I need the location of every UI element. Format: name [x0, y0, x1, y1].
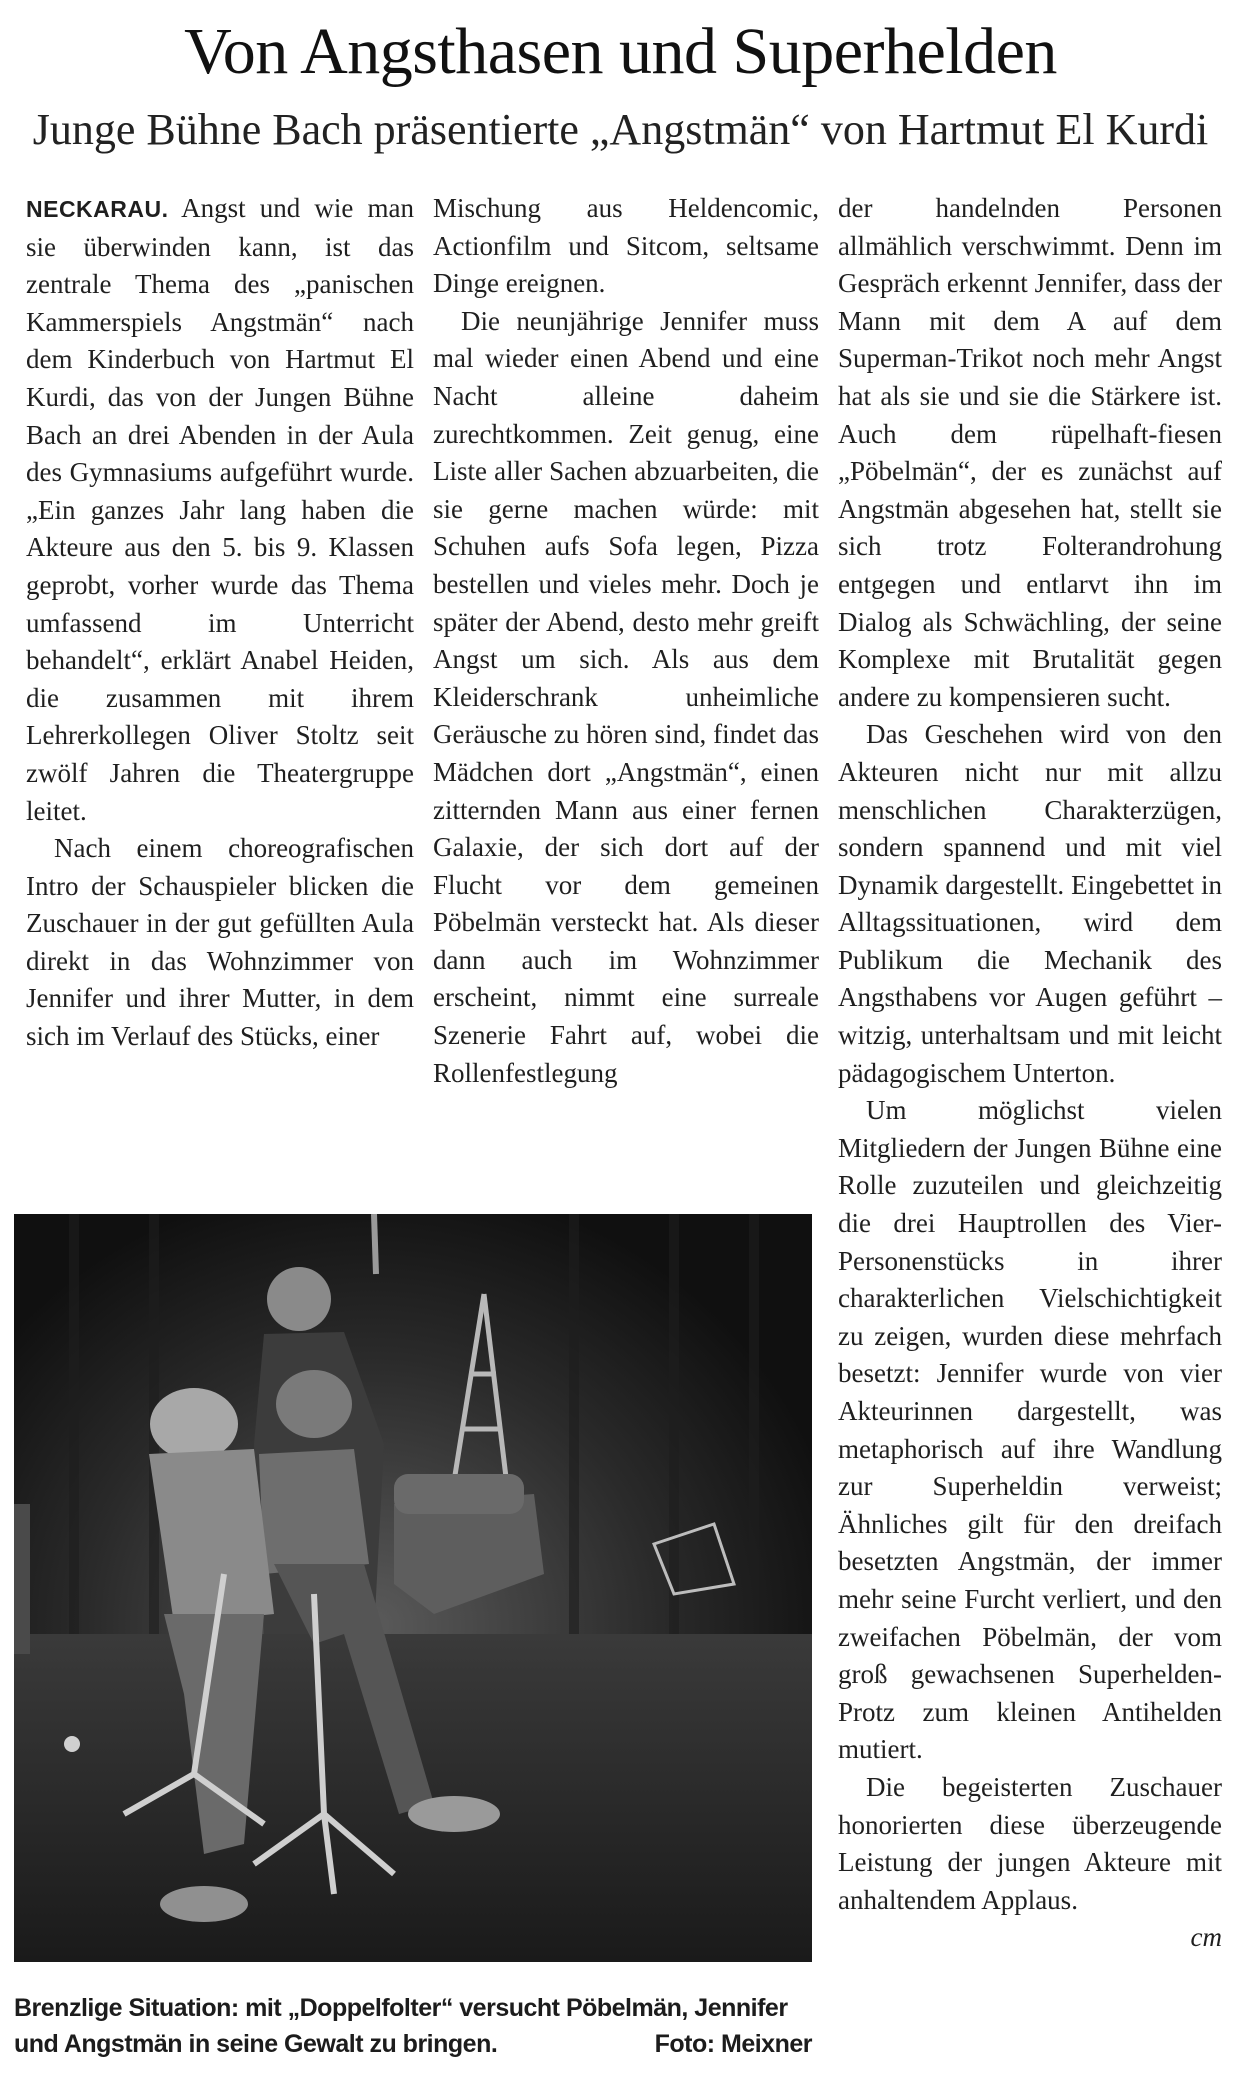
paragraph: Mischung aus Heldencomic, Actionfilm und Sitcom, seltsame Dinge ereignen. — [433, 193, 819, 299]
paragraph: Um möglichst vielen Mitgliedern der Jungen Bühne eine Rolle zuzuteilen und gleichzeitig die drei Hauptrollen des Vier-Personenstücks in ihrer charakterlichen Vielschichtigkeit zu zeigen, wurden diese mehrfach besetzt: Jennifer wurde von vier Akteurinnen dargestellt, was metaphorisch auf ihre Wandlung zur Superheldin verweist; Ähnliches gilt für den dreifach besetzten Angstmän, der immer mehr seine Furcht verliert, und den zweifachen Pöbelmän, der vom groß gewachsenen Superhelden-Protz zum kleinen Antihelden mutiert. — [838, 1095, 1222, 1765]
caption-text: Brenzlige Situation: mit „Doppelfolter“ versucht Pöbelmän, Jennifer und Angstmän in seine Gewalt zu bringen. — [14, 1994, 788, 2058]
paragraph: Nach einem choreografischen Intro der Schauspieler blicken die Zuschauer in der gut gefüllten Aula direkt in das Wohnzimmer von Jennifer und ihrer Mutter, in dem sich im Verlauf des Stücks, einer — [26, 833, 414, 1052]
stage-photo-image — [14, 1214, 812, 1962]
author-signature: cm — [1190, 1922, 1222, 1953]
paragraph: der handelnden Personen allmählich verschwimmt. Denn im Gespräch erkennt Jennifer, dass der Mann mit dem A auf dem Superman-Trikot noch mehr Angst hat als sie und sie die Stärkere ist. Auch dem rüpelhaft-fiesen „Pöbelmän“, der es zunächst auf Angstmän abgesehen hat, stellt sie sich trotz Folterandrohung entgegen und entlarvt ihn im Dialog als Schwächling, der seine Komplexe mit Brutalität gegen andere zu kompensieren sucht. — [838, 193, 1222, 712]
dateline: NECKARAU. — [26, 196, 169, 222]
paragraph — [26, 190, 414, 830]
photo-credit: Foto: Meixner — [654, 2030, 812, 2058]
article-column-2 — [433, 190, 819, 1092]
paragraph: Das Geschehen wird von den Akteuren nicht nur mit allzu menschlichen Charakterzügen, sondern spannend und mit viel Dynamik dargestellt. Eingebettet in Alltagssituationen, wird dem Publikum die Mechanik des Angsthabens vor Augen geführt – witzig, unterhaltsam und mit leicht pädagogischem Unterton. — [838, 719, 1222, 1088]
headline: Von Angsthasen und Superhelden — [184, 15, 1057, 88]
photo-caption — [14, 1990, 812, 2062]
paragraph-text: Die begeisterten Zuschauer honorierten diese überzeugende Leistung der jungen Akteure mit anhaltendem Applaus. — [838, 1771, 1222, 1915]
article-column-3 — [838, 190, 1222, 1957]
stage-photo — [14, 1214, 812, 1962]
paragraph-text: Angst und wie man sie überwinden kann, ist das zentrale Thema des „panischen Kammerspiels Angstmän“ nach dem Kinderbuch von Hartmut El Kurdi, das von der Jungen Bühne Bach an drei Abenden in der Aula des Gymnasiums aufgeführt wurde. „Ein ganzes Jahr lang haben die Akteure aus den 5. bis 9. Klassen geprobt, vorher wurde das Thema umfassend im Unterricht behandelt“, erklärt Anabel Heiden, die zusammen mit ihrem Lehrerkollegen Oliver Stoltz seit zwölf Jahren die Theatergruppe leitet. — [26, 193, 414, 826]
paragraph: Die neunjährige Jennifer muss mal wieder einen Abend und eine Nacht alleine daheim zurechtkommen. Zeit genug, eine Liste aller Sachen abzuarbeiten, die sie gerne machen würde: mit Schuhen aufs Sofa legen, Pizza bestellen und vieles mehr. Doch je später der Abend, desto mehr greift Angst um sich. Als aus dem Kleiderschrank unheimliche Geräusche zu hören sind, findet das Mädchen dort „Angstmän“, einen zitternden Mann aus einer fernen Galaxie, der sich dort auf der Flucht vor dem gemeinen Pöbelmän versteckt hat. Als dieser dann auch im Wohnzimmer erscheint, nimmt eine surreale Szenerie Fahrt auf, wobei die Rollenfestlegung — [433, 305, 819, 1088]
subheadline: Junge Bühne Bach präsentierte „Angstmän“ von Hartmut El Kurdi — [32, 105, 1209, 154]
paragraph — [838, 1769, 1222, 1957]
article-column-1 — [26, 190, 414, 1056]
